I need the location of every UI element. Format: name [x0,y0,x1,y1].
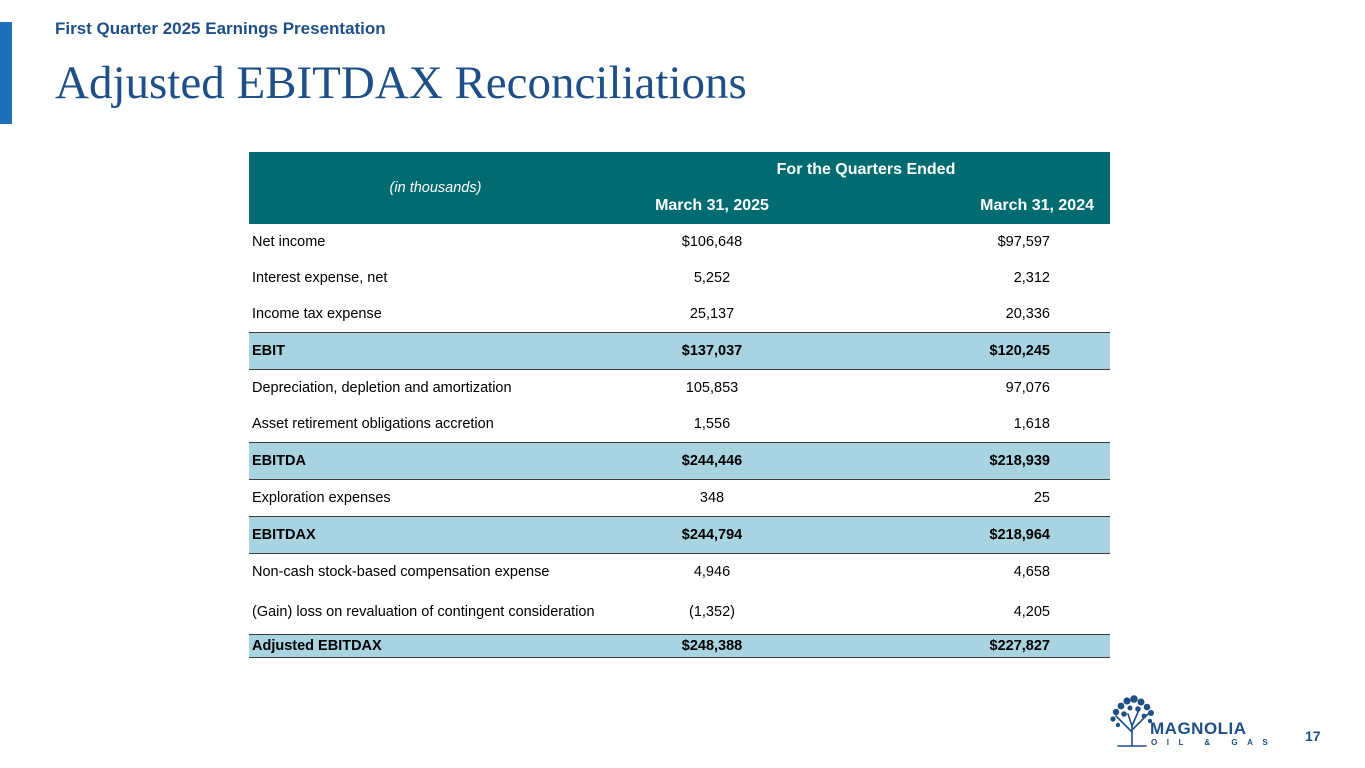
logo-subtext: OIL & GAS [1151,738,1278,747]
accent-bar [0,22,12,124]
total-row-adjusted-ebitdax [249,635,1110,658]
value-2025: (1,352) [689,604,735,620]
row-label: Asset retirement obligations accretion [252,416,494,432]
row-label: Non-cash stock-based compensation expense [252,564,550,580]
value-2024: 25 [1033,490,1050,506]
logo-wordmark: MAGNOLIA [1150,719,1247,738]
row-label: Exploration expenses [252,490,391,506]
value-2025: $106,648 [681,234,743,250]
row-label: Depreciation, depletion and amortization [252,380,512,396]
table-row [249,406,1110,443]
row-label: EBITDA [249,443,622,480]
value-2025: 348 [699,490,725,506]
subtotal-row-ebitda [249,443,1110,480]
value-2024: $97,597 [997,234,1050,250]
table-row [249,296,1110,333]
slide-title: Adjusted EBITDAX Reconciliations [55,57,747,109]
table-row [249,554,1110,591]
row-label: EBIT [249,333,622,370]
table-row [249,224,1110,260]
value-2024: $218,964 [802,517,1110,554]
subtotal-row-ebitdax [249,517,1110,554]
group-header: For the Quarters Ended [622,152,1110,188]
presentation-subtitle: First Quarter 2025 Earnings Presentation [55,19,386,38]
row-label: Income tax expense [252,306,382,322]
value-2024: $120,245 [802,333,1110,370]
table-row [249,480,1110,517]
subtotal-row-ebit [249,333,1110,370]
table-row [249,590,1110,635]
value-2024: $227,827 [802,635,1110,658]
value-2025: $137,037 [622,333,802,370]
table-row [249,260,1110,296]
value-2024: 4,658 [1013,564,1050,580]
value-2025: $244,794 [622,517,802,554]
table-row [249,370,1110,407]
value-2025: 105,853 [685,380,739,396]
value-2024: 20,336 [1005,306,1050,322]
row-label: Interest expense, net [252,270,388,286]
column-header-2024: March 31, 2024 [802,188,1110,224]
row-label: Net income [252,234,326,250]
value-2025: $244,446 [622,443,802,480]
reconciliation-table [249,152,1110,658]
value-2024: 97,076 [1005,380,1050,396]
column-header-2025: March 31, 2025 [622,188,802,224]
value-2025: $248,388 [622,635,802,658]
value-2024: 1,618 [1013,416,1050,432]
value-2025: 4,946 [693,564,731,580]
page-number: 17 [1305,728,1321,744]
row-label: EBITDAX [249,517,622,554]
value-2025: 1,556 [693,416,731,432]
value-2024: 4,205 [1013,604,1050,620]
row-label: Adjusted EBITDAX [249,635,622,658]
value-2024: $218,939 [802,443,1110,480]
units-label: (in thousands) [249,152,622,224]
value-2025: 5,252 [693,270,731,286]
value-2024: 2,312 [1013,270,1050,286]
value-2025: 25,137 [689,306,735,322]
row-label: (Gain) loss on revaluation of contingent consideration [252,604,595,620]
